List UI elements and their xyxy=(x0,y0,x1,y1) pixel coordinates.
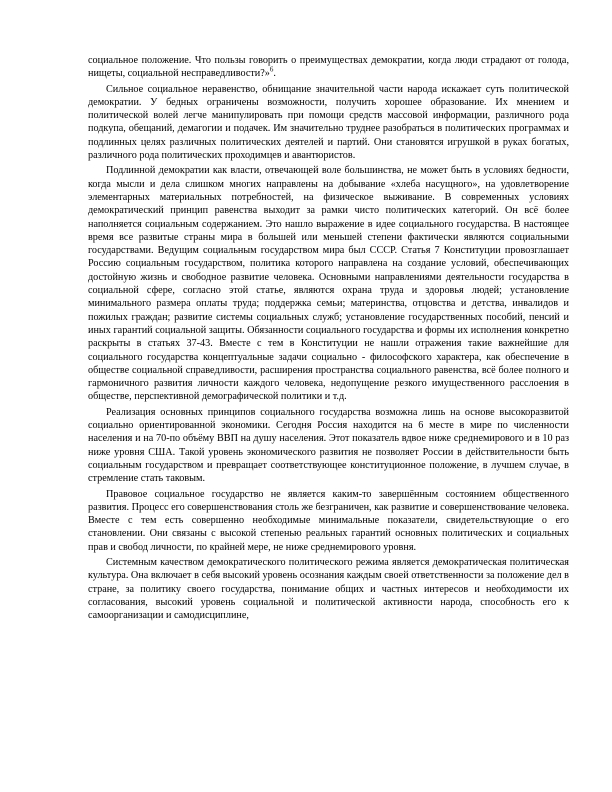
paragraph-text: Реализация основных принципов социального государства возможна лишь на основе высокоразвитой социально ориентированной экономики. Сегодня Россия находится на 6 месте в мире по численности населения и на 70-по объёму ВВП на душу населения. Этот показатель вдвое ниже среднемирового и в 10 раз ниже уровня США. Такой уровень экономического развития не позволяет России в действительности быть социальным государством и превращает соответствующее конституционное положение, в лучшем случае, в стремление стать таковым. xyxy=(88,406,569,485)
paragraph-1: социальное положение. Что пользы говорить о преимуществах демократии, когда люди страдают от голода, нищеты, социальной несправедливости?»$^6$. xyxy=(88,55,569,80)
paragraph-text: Сильное социальное неравенство, обнищание значительной части народа искажает суть политической демократии. У бедных ограничены возможности, получить хорошее образование. Их мнением и политической волей легче манипулировать при помощи средств массовой информации, различного рода подкупа, обещаний, демагогии и подачек. Им значительно труднее разобраться в политических программах и подлинных целях различных политических деятелей и партий. Они становятся игрушкой в руках богатых, различного рода политических проходимцев и авантюристов. xyxy=(88,83,569,162)
paragraph-text: Правовое социальное государство не является каким-то завершённым состоянием общественного развития. Процесс его совершенствования столь же безграничен, как развитие и совершенствование человека. Вместе с тем есть совершенно необходимые минимальные показатели, свидетельствующие о его становлении. Они связаны с высокой степенью реальных гарантий основных политических и социальных прав и свобод личности, по крайней мере, не ниже среднемирового уровня. xyxy=(88,488,569,553)
paragraph-4 xyxy=(88,406,569,486)
paragraph-text: Системным качеством демократического политического режима является демократическая политическая культура. Она включает в себя высокий уровень осознания каждым своей ответственности за положение дел в стране, за политику своего государства, понимание общих и частных интересов и необходимости их согласования, высокий уровень социальной и политической активности народа, способность его к самоорганизации и самодисциплине, xyxy=(88,556,569,622)
footnote-marker: 6 xyxy=(269,65,274,74)
paragraph-5 xyxy=(88,488,569,554)
paragraph-text: Подлинной демократии как власти, отвечающей воле большинства, не может быть в условиях бедности, когда мысли и дела слишком многих направлены на добывание «хлеба насущного», на удовлетворение элементарных материальных потребностей, на физическое выживание. В современных условиях демократический принцип равенства выходит за рамки чисто политических категорий. Он всё более наполняется социальным содержанием. Это нашло выражение в идее социального государства. В настоящее время все развитые страны мира в большей или меньшей степени фактически являются социальными государствами. Ведущим социальным государством мира был СССР. Статья 7 Конституции провозглашает Россию социальным государством, политика которого направлена на создание условий, обеспечивающих достойную жизнь и свободное развитие человека. Основными направлениями деятельности государства в социальной сфере, согласно этой статье, являются охрана труда и здоровья людей; установление минимального размера оплаты труда; поддержка семьи; материнства, отцовства и детства, инвалидов и пожилых граждан; развитие системы социальных служб; установление государственных пособий, пенсий и иных гарантий социальной защиты. Обязанности социального государства и формы их исполнения конкретно раскрыты в статьях 37-43. Вместе с тем в Конституции не нашли отражения такие важнейшие для социального государства концептуальные задачи социально - философского характера, как обеспечение в обществе социальной справедливости, расширения пространства социального равенства, всё более полного и гармоничного развития личности каждого человека, недопущение резкого имущественного расслоения в обществе, перспективной демографической политики и т.д. xyxy=(88,165,569,403)
body-text xyxy=(88,54,569,622)
paragraph-3 xyxy=(88,164,569,403)
paragraph-2 xyxy=(88,83,569,163)
paragraph-text: социальное положение. Что пользы говорить о преимуществах демократии, когда люди страдают от голода, нищеты, социальной несправедливости?» xyxy=(88,55,569,80)
paragraph-6 xyxy=(88,556,569,622)
